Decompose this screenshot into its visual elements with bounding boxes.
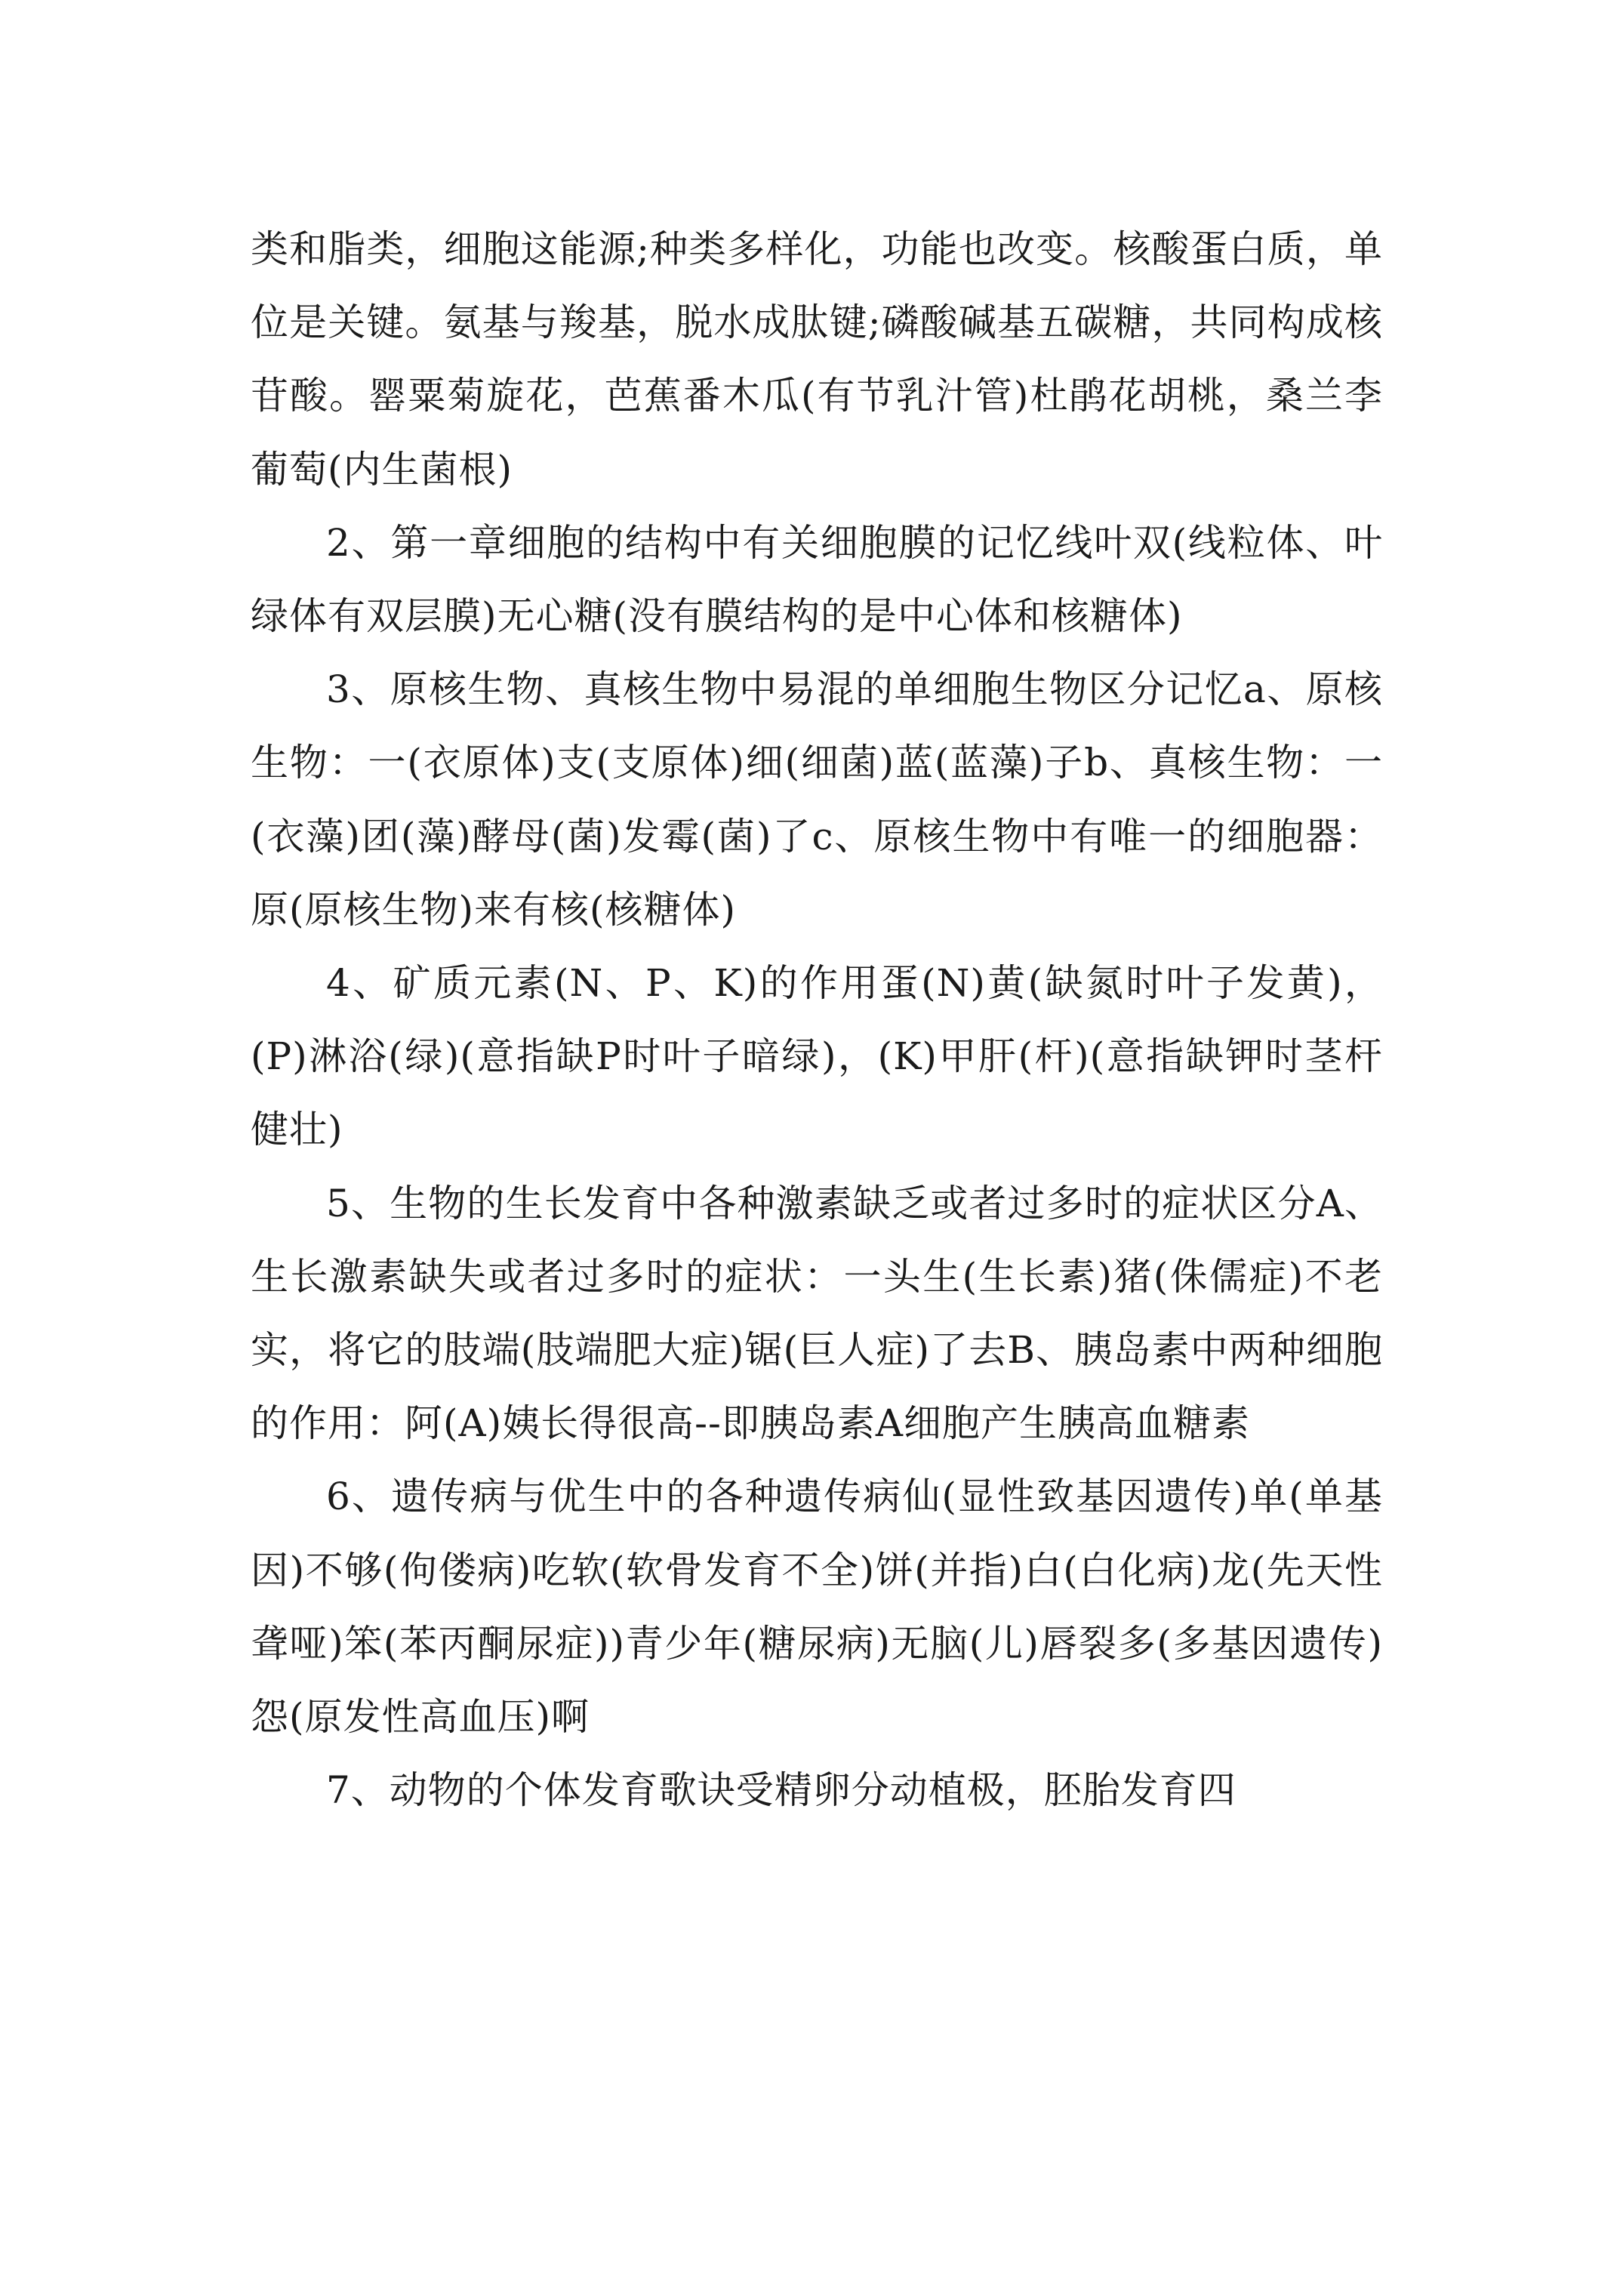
paragraph-4: 4、矿质元素(N、P、K)的作用蛋(N)黄(缺氮时叶子发黄)，(P)淋浴(绿)(意指缺P时叶子暗绿)，(K)甲肝(杆)(意指缺钾时茎杆健壮) (251, 961, 1383, 1152)
paragraph-7: 7、动物的个体发育歌诀受精卵分动植极，胚胎发育四 (326, 1768, 1236, 1813)
paragraph-6: 6、遗传病与优生中的各种遗传病仙(显性致基因遗传)单(单基因)不够(佝偻病)吃软(软骨发育不全)饼(并指)白(白化病)龙(先天性聋哑)笨(苯丙酮尿症))青少年(糖尿病)无脑(儿)唇裂多(多基因遗传)怨(原发性高血压)啊 (251, 1475, 1383, 1740)
document-body (251, 213, 1383, 1827)
paragraph-2: 2、第一章细胞的结构中有关细胞膜的记忆线叶双(线粒体、叶绿体有双层膜)无心糖(没有膜结构的是中心体和核糖体) (251, 520, 1383, 639)
paragraph-3: 3、原核生物、真核生物中易混的单细胞生物区分记忆a、原核生物：一(衣原体)支(支原体)细(细菌)蓝(蓝藻)子b、真核生物：一(衣藻)团(藻)酵母(菌)发霉(菌)了c、原核生物中有唯一的细胞器：原(原核生物)来有核(核糖体) (251, 667, 1383, 932)
paragraph-5: 5、生物的生长发育中各种激素缺乏或者过多时的症状区分A、生长激素缺失或者过多时的症状：一头生(生长素)猪(侏儒症)不老实，将它的肢端(肢端肥大症)锯(巨人症)了去B、胰岛素中两种细胞的作用：阿(A)姨长得很高--即胰岛素A细胞产生胰高血糖素 (251, 1181, 1383, 1446)
paragraph-1: 类和脂类，细胞这能源;种类多样化，功能也改变。核酸蛋白质，单位是关键。氨基与羧基，脱水成肽键;磷酸碱基五碳糖，共同构成核苷酸。罂粟菊旋花，芭蕉番木瓜(有节乳汁管)杜鹃花胡桃，桑兰李葡萄(内生菌根) (251, 227, 1383, 492)
